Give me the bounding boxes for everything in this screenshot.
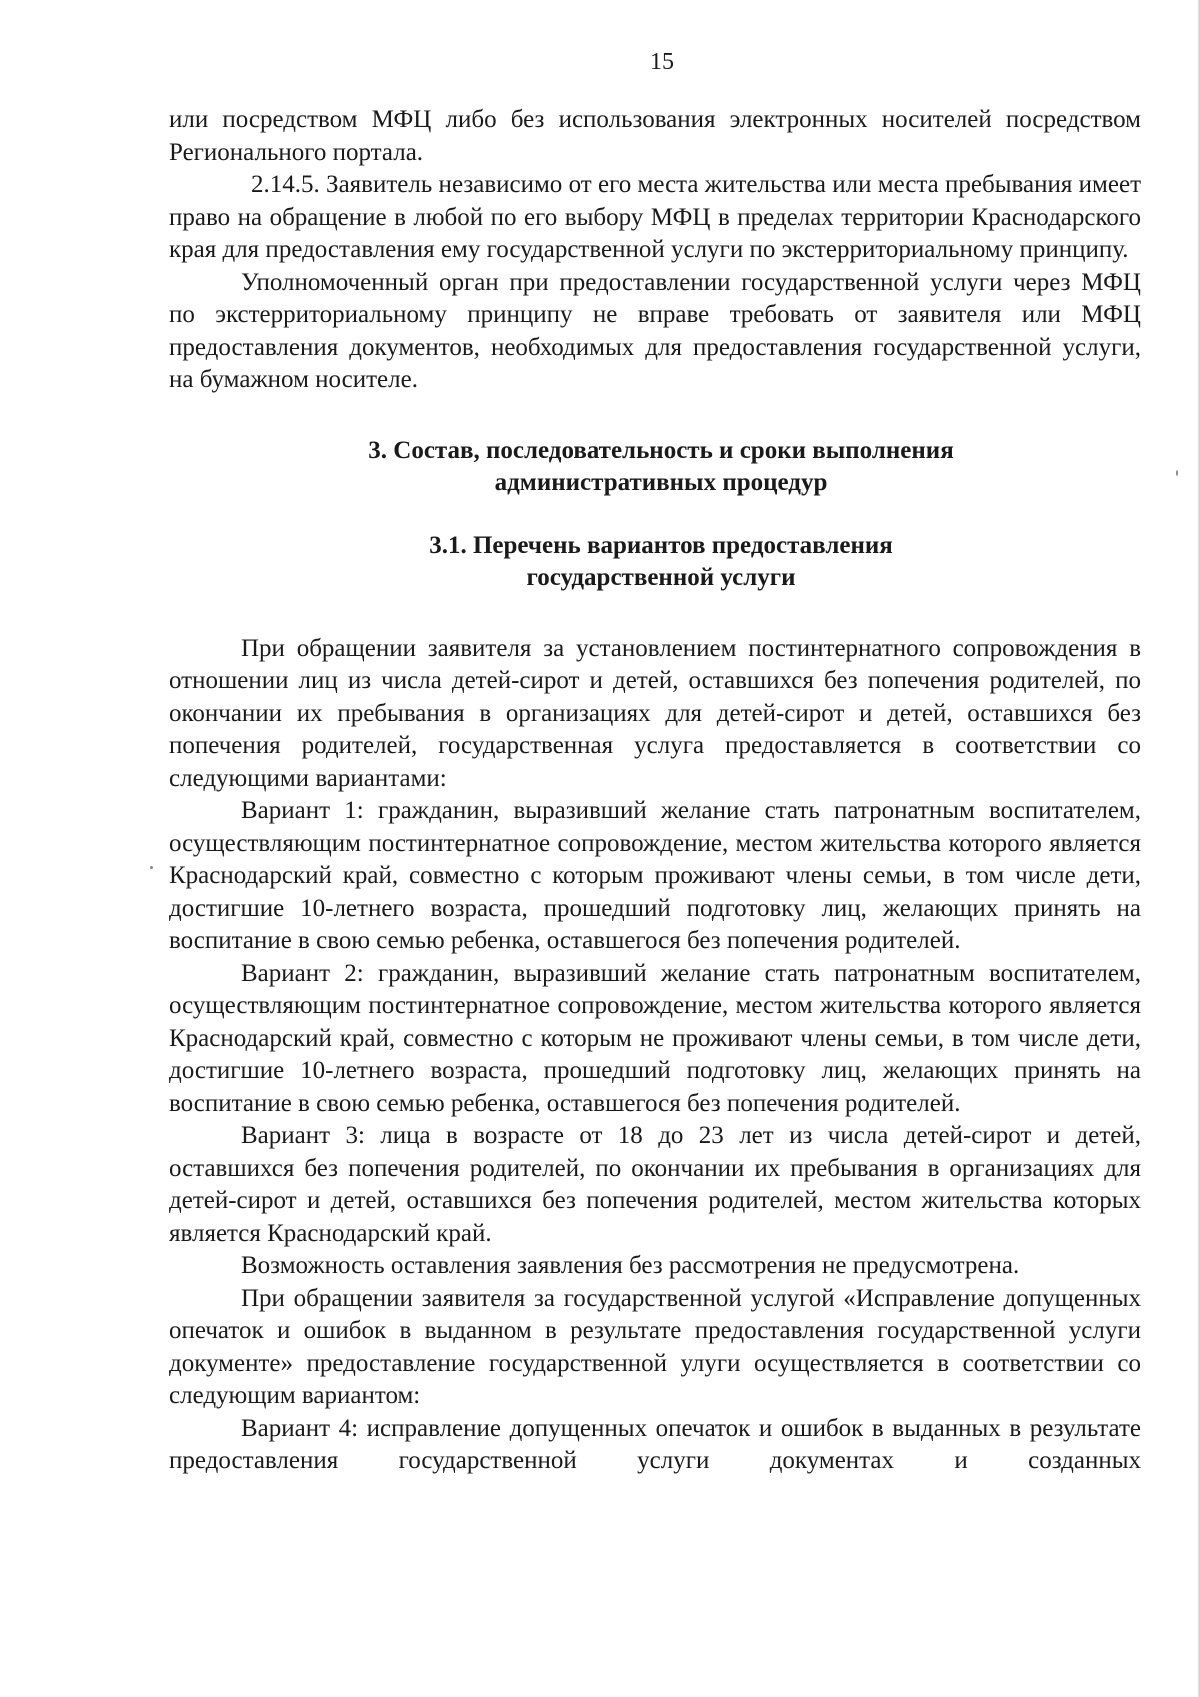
page-number: 15 [650,49,674,75]
paragraph-variants-intro: При обращении заявителя за установлением постинтернатного сопровождения в отношении лиц из числа детей-сирот и детей, оставшихся без попечения родителей, по окончании их пребывания в организациях для детей-сирот и детей, оставшихся без попечения родителей, государственная услуга предоставляется в соответствии со следующими вариантами: [169,634,1141,792]
section-heading-line-1: 3. Состав, последовательность и сроки выполнения [368,436,954,464]
scan-edge-shadow [1194,0,1200,1697]
paragraph-variant-3: Вариант 3: лица в возрасте от 18 до 23 лет из числа детей-сирот и детей, оставшихся без попечения родителей, по окончании их пребывания в организациях для детей-сирот и детей, оставшихся без попечения родителей, местом жительства которых является Краснодарский край. [169,1122,1141,1247]
paragraph-correction-intro: При обращении заявителя за государственной услугой «Исправление допущенных опечаток и ошибок в выданном в результате предоставления государственной услуги документе» предоставление государственной улуги осуществляется в соответствии со следующим вариантом: [169,1284,1141,1409]
subsection-heading-line-1: 3.1. Перечень вариантов предоставления [429,531,893,559]
variants-section [169,633,1141,1478]
paragraph-2-14-5: 2.14.5. Заявитель независимо от его места жительства или места пребывания имеет право на обращение в любой по его выбору МФЦ в пределах территории Краснодарского края для предоставления ему государственной услуги по экстерриториальному принципу. [169,171,1141,263]
paragraph-authorized-body: Уполномоченный орган при предоставлении государственной услуги через МФЦ по экстерриториальному принципу не вправе требовать от заявителя или МФЦ предоставления документов, необходимых для предоставления государственной услуги, на бумажном носителе. [169,268,1141,393]
paragraph-variant-4: Вариант 4: исправление допущенных опечаток и ошибок в выданных в результате предоставления государственной услуги документах и созданных [169,1414,1141,1474]
document-body [169,104,1141,1478]
subsection-heading-line-2: государственной услуги [526,564,796,591]
scan-speck [1176,470,1178,476]
paragraph-no-dismissal: Возможность оставления заявления без рассмотрения не предусмотрена. [241,1252,1020,1279]
section-heading-line-2: административных процедур [494,469,828,496]
section-heading [169,435,1141,500]
subsection-heading [169,530,1141,595]
paragraph-variant-2: Вариант 2: гражданин, выразивший желание стать патронатным воспитателем, осуществляющим постинтернатное сопровождение, местом жительства которого является Краснодарский край, совместно с которым не проживают члены семьи, в том числе дети, достигшие 10-летнего возраста, прошедший подготовку лиц, желающих принять на воспитание в свою семью ребенка, оставшегося без попечения родителей. [169,959,1141,1117]
scan-speck [150,866,153,869]
paragraph-continuation: или посредством МФЦ либо без использования электронных носителей посредством Регионального портала. [169,106,1141,166]
paragraph-variant-1: Вариант 1: гражданин, выразивший желание стать патронатным воспитателем, осуществляющим постинтернатное сопровождение, местом жительства которого является Краснодарский край, совместно с которым проживают члены семьи, в том числе дети, достигшие 10-летнего возраста, прошедший подготовку лиц, желающих принять на воспитание в свою семью ребенка, оставшегося без попечения родителей. [169,797,1141,954]
